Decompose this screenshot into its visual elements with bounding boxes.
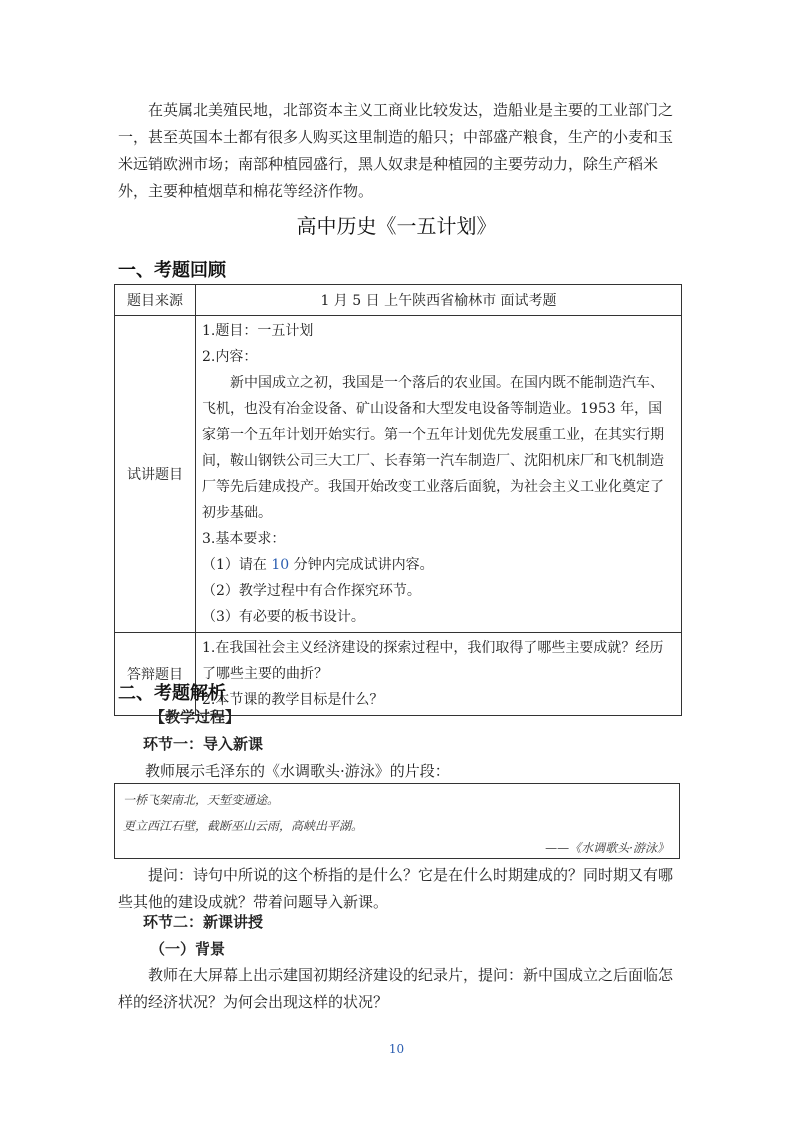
background-text: 教师在大屏幕上出示建国初期经济建设的纪录片，提问：新中国成立之后面临怎样的经济状况？为何会出现这样的状况？ [118,966,674,1011]
teaching-process-label: 【教学过程】 [150,708,241,726]
lecture-topic-content [196,316,682,633]
requirement-1 [202,552,675,578]
table-row-source [115,285,682,316]
requirement-2: （2）教学过程中有合作探究环节。 [202,583,421,599]
poem-line-1: 一桥飞架南北，天堑变通途。 [123,793,280,807]
source-value: 1 月 5 日 上午陕西省榆林市 面试考题 [196,285,682,316]
table-row-lecture-topic [115,316,682,633]
defense-question-1: 1.在我国社会主义经济建设的探索过程中，我们取得了哪些主要成就？经历了哪些主要的曲折？ [202,640,664,682]
poem-line-2: 更立西江石壁，截断巫山云雨，高峡出平湖。 [123,819,364,833]
label-defense: 答辩题目 [115,633,196,716]
exam-review-table [114,284,682,716]
page-number: 10 [388,1042,405,1056]
content-text: 新中国成立之初，我国是一个落后的农业国。在国内既不能制造汽车、飞机，也没有冶金设备、矿山设备和大型发电设备等制造业。1953 年，国家第一个五年计划开始实行。第一个五年计划优先发展重工业，在其实行期间，鞍山钢铁公司三大工厂、长春第一汽车制造厂、沈阳机床厂和飞机制造厂等先后建成投产。我国开始改变工业落后面貌，为社会主义工业化奠定了初步基础。 [202,375,664,521]
poem-source: ——《水调歌头·游泳》 [545,841,669,855]
defense-question-2: 2.本节课的教学目标是什么？ [202,692,384,708]
step2-title: 环节二：新课讲授 [143,913,264,931]
req1-prefix: （1）请在 [202,557,272,573]
question-text: 提问：诗句中所说的这个桥指的是什么？它是在什么时期建成的？同时期又有哪些其他的建设成就？带着问题导入新课。 [118,866,674,911]
topic-line: 1.题目：一五计划 [202,323,314,339]
step1-title: 环节一：导入新课 [143,735,264,753]
label-source: 题目来源 [115,285,196,316]
section-heading-analysis: 二、考题解析 [118,683,226,704]
requirements-label: 3.基本要求： [202,531,286,547]
poem-box [114,783,680,859]
defense-content [196,633,682,716]
intro-paragraph: 在英属北美殖民地，北部资本主义工商业比较发达，造船业是主要的工业部门之一，甚至英国本土都有很多人购买这里制造的船只；中部盛产粮食，生产的小麦和玉米远销欧洲市场；南部种植园盛行，黑人奴隶是种植园的主要劳动力，除生产稻米外，主要种植烟草和棉花等经济作物。 [118,101,674,200]
req1-number: 10 [271,557,290,573]
section-heading-review: 一、考题回顾 [118,260,226,281]
step1-text: 教师展示毛泽东的《水调歌头·游泳》的片段： [145,762,450,780]
content-label: 2.内容： [202,349,258,365]
requirement-3: （3）有必要的板书设计。 [202,609,365,625]
subsection-background: （一）背景 [150,940,226,958]
label-lecture-topic: 试讲题目 [115,316,196,633]
document-title: 高中历史《一五计划》 [296,214,497,238]
req1-suffix: 分钟内完成试讲内容。 [289,557,434,573]
